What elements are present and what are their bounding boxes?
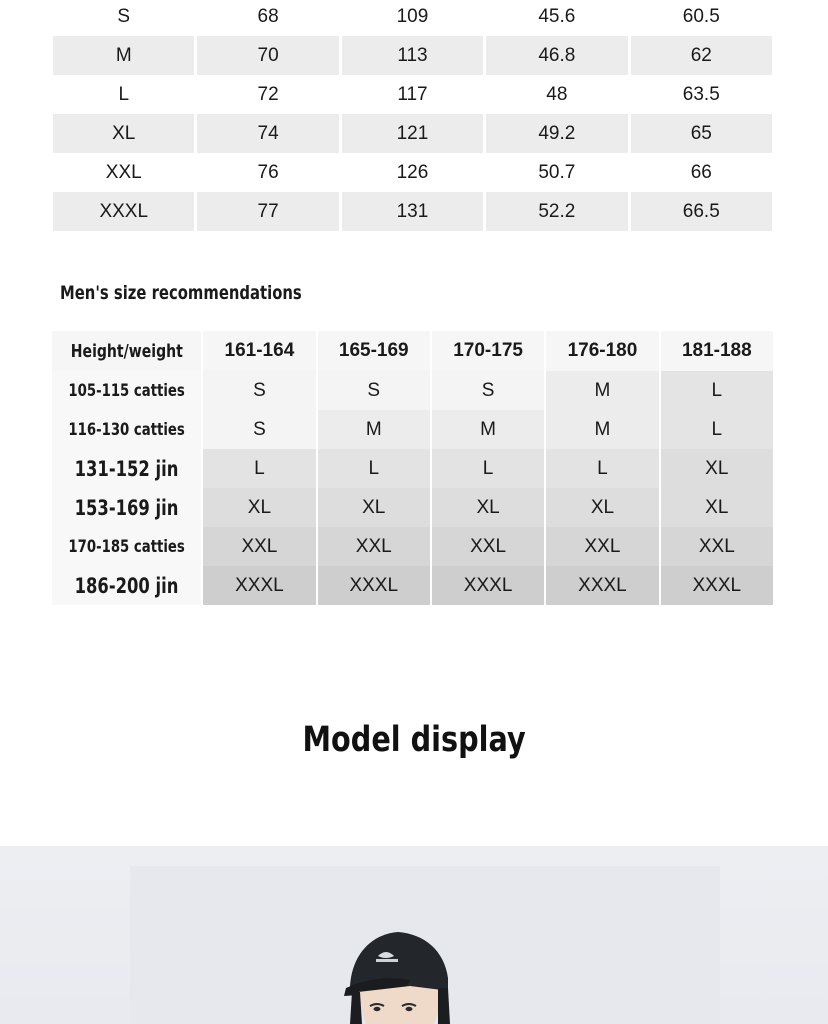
size-cell: S [318,371,430,410]
size-cell: XXXL [53,192,194,231]
size-cell: M [318,410,430,449]
table-row [52,566,773,605]
height-header: 170-175 [432,331,544,371]
measure-cell: 109 [396,5,429,27]
table-row [52,488,773,527]
header-row [52,331,773,371]
size-cell: L [546,449,658,488]
weight-text: 186-200 jin [74,573,179,598]
weight-label [52,566,201,605]
size-cell: S [432,371,544,410]
size-cell: L [432,449,544,488]
measure-cell: 131 [342,192,483,231]
size-cell: XL [661,449,773,488]
size-cell: XL [318,488,430,527]
size-cell: XXL [318,527,430,566]
measure-cell: 121 [342,114,483,153]
recommendations-title: Men's size recommendations [60,282,302,304]
table-row [53,36,772,75]
measure-cell: 49.2 [486,114,627,153]
size-cell: L [318,449,430,488]
model-wearing-cap-icon [0,846,828,1024]
size-cell: XXXL [546,566,658,605]
corner-header [52,331,201,371]
table-row [53,0,772,36]
size-cell: XL [546,488,658,527]
measure-cell: 113 [342,36,483,75]
weight-label [52,488,201,527]
size-chart-table [50,0,775,231]
measure-cell: 126 [396,161,429,183]
size-cell: L [661,371,773,410]
model-display-title-text: Model display [302,720,526,760]
measure-cell: 72 [257,83,279,105]
size-cell: XL [203,488,315,527]
size-cell: M [546,371,658,410]
size-cell: S [203,371,315,410]
weight-label [52,371,201,410]
weight-text: 131-152 jin [74,456,179,481]
size-cell: S [203,410,315,449]
corner-label: Height/weight [70,340,183,362]
size-cell: L [203,449,315,488]
size-cell: XXL [105,161,142,183]
measure-cell: 62 [631,36,772,75]
size-cell: M [432,410,544,449]
size-cell: S [117,5,131,27]
measure-cell: 74 [197,114,338,153]
measure-cell: 68 [257,5,279,27]
measure-cell: 66 [690,161,712,183]
size-cell: XXXL [318,566,430,605]
size-cell: M [53,36,194,75]
height-header: 176-180 [546,331,658,371]
measure-cell: 48 [546,83,568,105]
model-photo [0,846,828,1024]
table-row [52,527,773,566]
measure-cell: 45.6 [538,5,576,27]
table-row [52,410,773,449]
weight-text: 105-115 catties [68,380,185,401]
size-cell: XL [53,114,194,153]
size-cell: XXXL [432,566,544,605]
weight-text: 153-169 jin [74,495,179,520]
measure-cell: 60.5 [682,5,720,27]
model-display-title [0,720,828,760]
size-cell: XXL [661,527,773,566]
table-row [52,449,773,488]
size-cell: M [546,410,658,449]
measure-cell: 66.5 [631,192,772,231]
table-row [53,192,772,231]
measure-cell: 50.7 [538,161,576,183]
size-cell: XXL [432,527,544,566]
weight-label [52,410,201,449]
size-cell: XL [661,488,773,527]
measure-cell: 46.8 [486,36,627,75]
table-row [53,114,772,153]
size-cell: XXL [546,527,658,566]
size-cell: L [118,83,130,105]
size-cell: L [661,410,773,449]
size-cell: XXL [203,527,315,566]
measure-cell: 52.2 [486,192,627,231]
measure-cell: 77 [197,192,338,231]
table-row [53,75,772,114]
measure-cell: 65 [631,114,772,153]
measure-cell: 70 [197,36,338,75]
weight-label [52,527,201,566]
size-cell: XL [432,488,544,527]
size-recommendation-table [50,331,775,605]
weight-text: 170-185 catties [68,536,185,557]
weight-label [52,449,201,488]
size-cell: XXXL [661,566,773,605]
measure-cell: 76 [257,161,279,183]
weight-text: 116-130 catties [68,419,185,440]
height-header: 165-169 [318,331,430,371]
measure-cell: 63.5 [682,83,720,105]
table-row [52,371,773,410]
size-cell: XXXL [203,566,315,605]
height-header: 161-164 [203,331,315,371]
height-header: 181-188 [661,331,773,371]
table-row [53,153,772,192]
measure-cell: 117 [397,83,428,105]
